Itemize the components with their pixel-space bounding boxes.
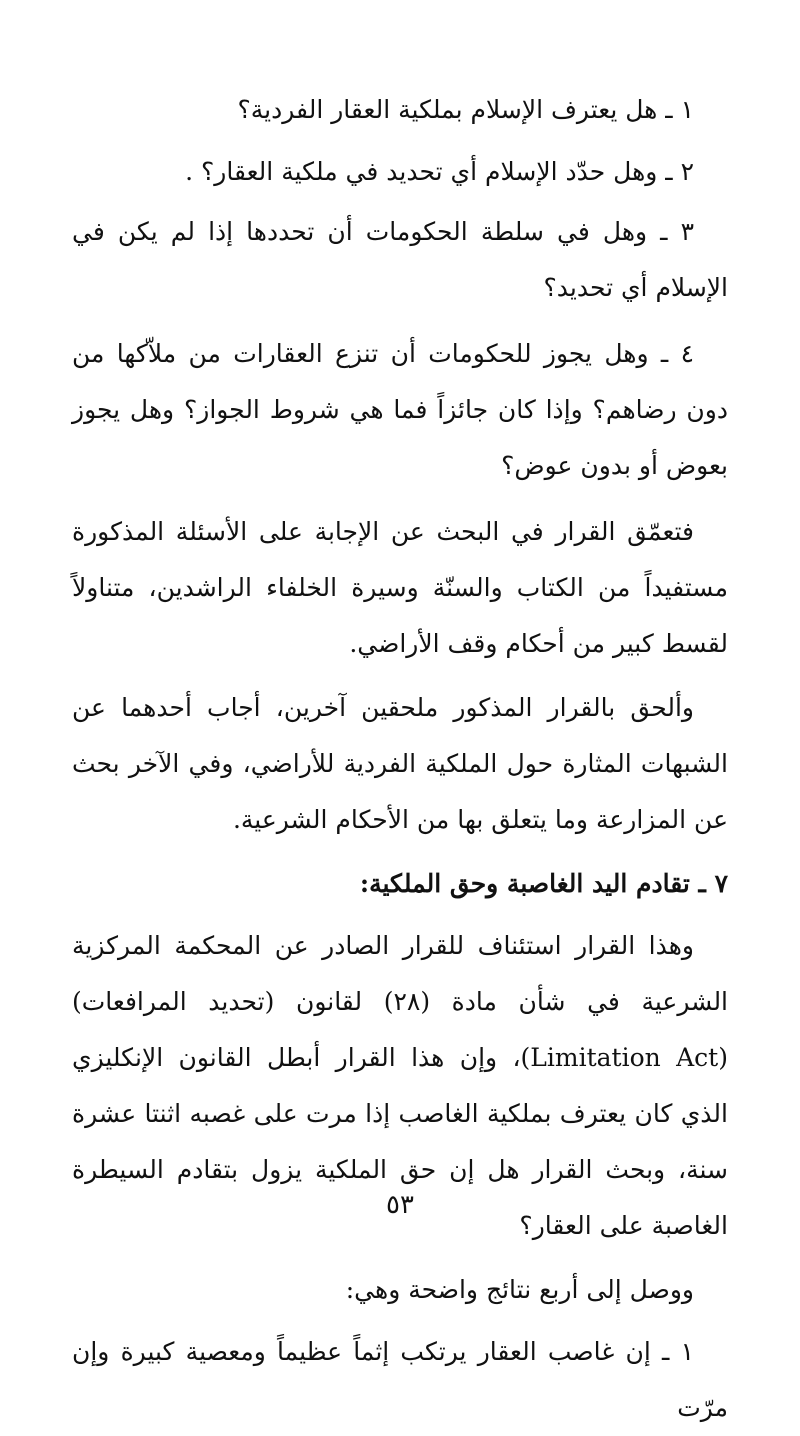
question-1: ١ ـ هل يعترف الإسلام بملكية العقار الفردية؟ — [237, 95, 694, 124]
paragraph-3: وهذا القرار استئناف للقرار الصادر عن المحكمة المركزية الشرعية في شأن مادة (٢٨) لقانون (تحديد المرافعات) (Limitation Act)، وإن هذا القرار أبطل القانون الإنكليزي الذي كان يعترف بملكية الغاصب إذا مرت على غصبه اثنتا عشرة سنة، وبحث القرار هل إن حق الملكية يزول بتقادم السيطرة الغاصبة على العقار؟ — [72, 931, 729, 1240]
section-heading: ٧ ـ تقادم اليد الغاصبة وحق الملكية: — [359, 869, 728, 898]
question-3: ٣ ـ وهل في سلطة الحكومات أن تحددها إذا لم يكن في الإسلام أي تحديد؟ — [72, 217, 728, 302]
document-page — [72, 82, 729, 1422]
paragraph-2: وألحق بالقرار المذكور ملحقين آخرين، أجاب أحدهما عن الشبهات المثارة حول الملكية الفردية للأراضي، وفي الآخر بحث عن المزارعة وما يتعلق بها من الأحكام الشرعية. — [72, 693, 728, 834]
paragraph-1: فتعمّق القرار في البحث عن الإجابة على الأسئلة المذكورة مستفيداً من الكتاب والسنّة وسيرة الخلفاء الراشدين، متناولاً لقسط كبير من أحكام وقف الأراضي. — [72, 517, 728, 658]
question-2: ٢ ـ وهل حدّد الإسلام أي تحديد في ملكية العقار؟ . — [185, 157, 694, 186]
paragraph-5: ١ ـ إن غاصب العقار يرتكب إثماً عظيماً ومعصية كبيرة وإن مرّت — [72, 1337, 728, 1422]
paragraph-4: ووصل إلى أربع نتائج واضحة وهي: — [345, 1275, 694, 1304]
question-4: ٤ ـ وهل يجوز للحكومات أن تنزع العقارات من ملاّكها من دون رضاهم؟ وإذا كان جائزاً فما هي شروط الجواز؟ وهل يجوز بعوض أو بدون عوض؟ — [72, 339, 728, 480]
page-number: ٥٣ — [386, 1190, 414, 1220]
